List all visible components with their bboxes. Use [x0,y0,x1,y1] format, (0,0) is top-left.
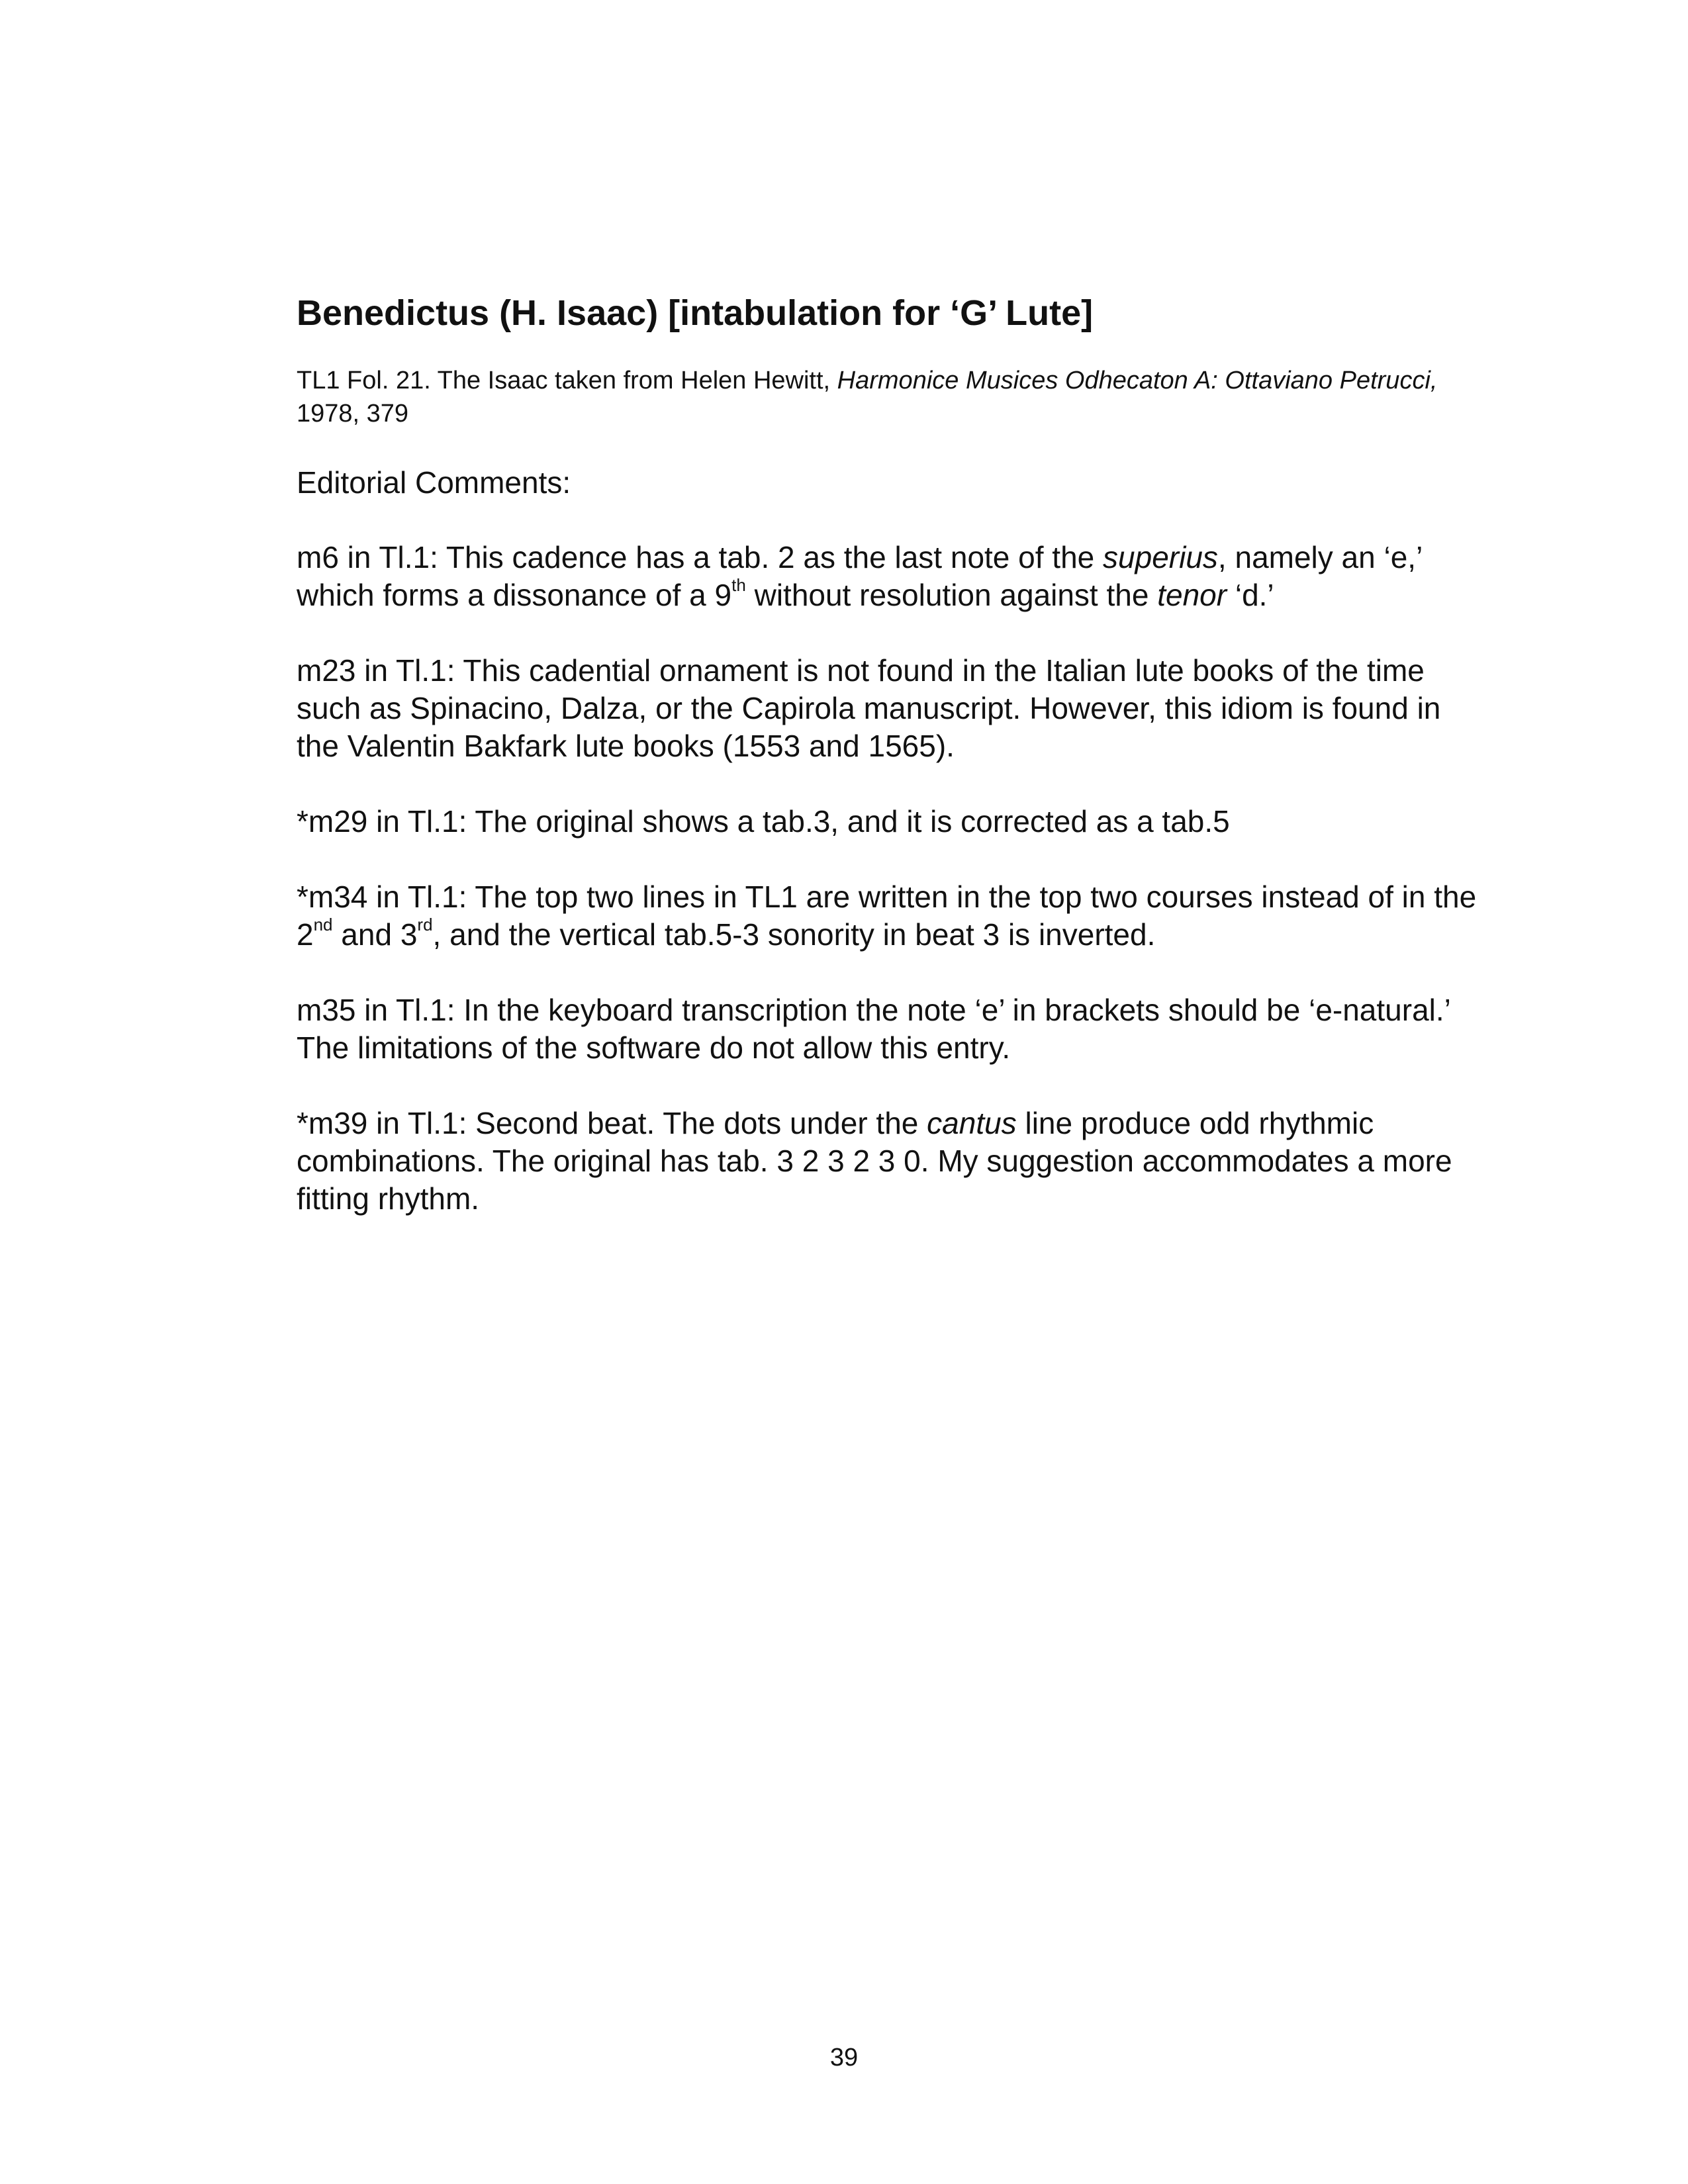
document-title: Benedictus (H. Isaac) [intabulation for ‘G’ Lute] [297,293,1094,333]
comment-m6-text-a: m6 in Tl.1: This cadence has a tab. 2 as the last note of the [297,540,1103,574]
comment-m23: m23 in Tl.1: This cadential ornament is not found in the Italian lute books of the time such as Spinacino, Dalza, or the Capirola manuscript. However, this idiom is found in the Valentin Bakfark lute books (1553 and 1565). [297,653,1441,763]
comment-m34-text-c: , and the vertical tab.5-3 sonority in beat 3 is inverted. [432,917,1156,952]
comment-m34-text-a: *m34 in Tl.1: The top two lines in TL1 are written in the top two courses instead of in the 2 [297,880,1477,952]
comment-m6-text-d: without resolution against the [745,578,1158,612]
comment-m6-tenor: tenor [1157,578,1227,612]
editorial-comments-heading: Editorial Comments: [297,465,571,500]
comment-m34-text-b: and 3 [332,917,418,952]
page-content [297,291,1488,1218]
comment-m6-superscript: th [731,574,746,595]
comment-m39 [297,1105,1488,1218]
comment-m6-superius: superius [1103,540,1218,574]
source-citation [297,364,1488,430]
comment-m34 [297,878,1488,954]
source-prefix: TL1 Fol. 21. The Isaac taken from Helen Hewitt, [297,367,837,394]
page-number: 39 [829,2044,859,2071]
comment-m6-text-c: , namely an ‘e,’ which forms a dissonance of a 9 [297,540,1422,612]
comment-m35: m35 in Tl.1: In the keyboard transcription the note ‘e’ in brackets should be ‘e-natural.’ The limitations of the software do not allow this entry. [297,993,1450,1065]
comment-m29: *m29 in Tl.1: The original shows a tab.3, and it is corrected as a tab.5 [297,804,1230,839]
comment-m39-text-c: line produce odd rhythmic combinations. The original has tab. 3 2 3 2 3 0. My suggestion accommodates a more fitting rhythm. [297,1106,1452,1216]
comment-m39-cantus: cantus [927,1106,1017,1140]
source-suffix: 1978, 379 [297,400,409,428]
comment-m34-superscript-nd: nd [313,914,333,934]
comment-m6-text-f: ‘d.’ [1227,578,1274,612]
comment-m34-superscript-rd: rd [417,914,433,934]
comment-m39-text-a: *m39 in Tl.1: Second beat. The dots under the [297,1106,927,1140]
comment-m6 [297,539,1488,614]
source-book-title: Harmonice Musices Odhecaton A: Ottaviano Petrucci, [837,367,1438,394]
